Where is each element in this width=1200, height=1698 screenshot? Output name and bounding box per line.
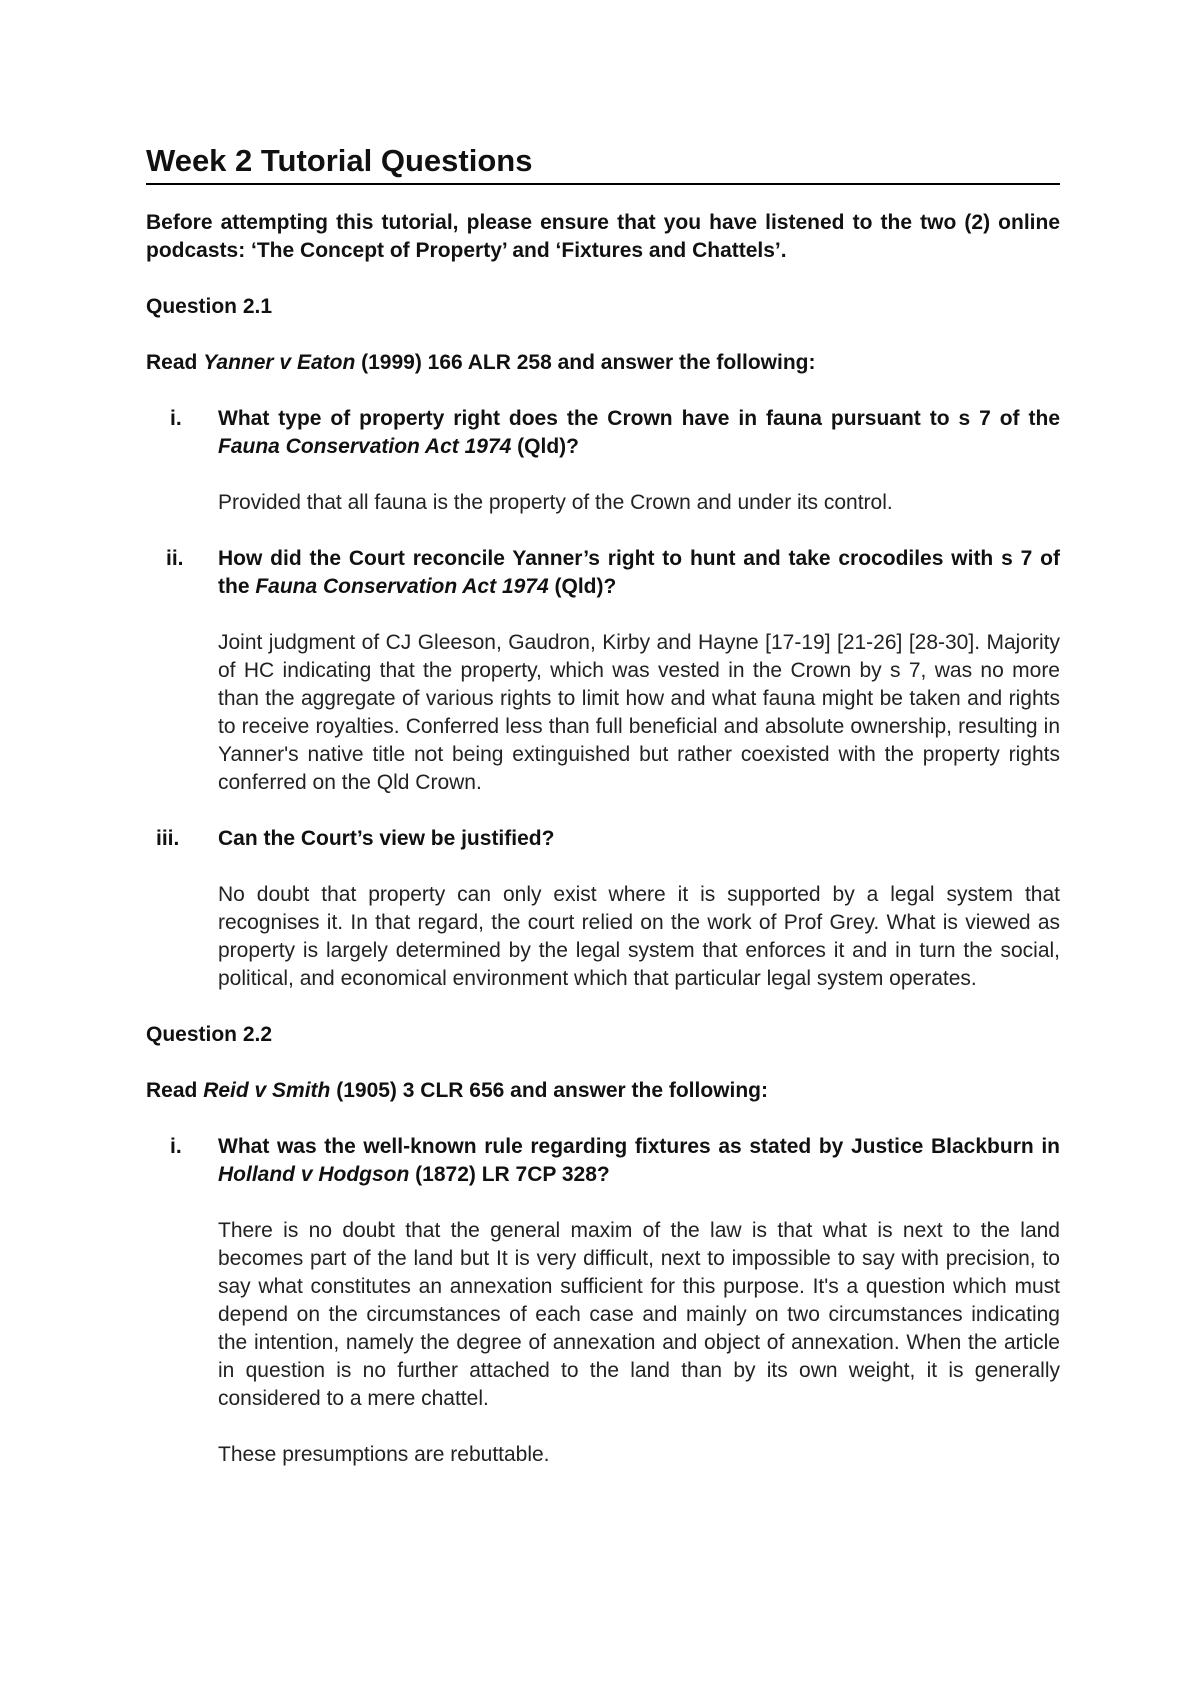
question-text-end: (Qld)? bbox=[548, 575, 617, 598]
item-question bbox=[218, 545, 1060, 601]
question-2-2-item-i bbox=[146, 1133, 1060, 1469]
item-number: i. bbox=[170, 1135, 182, 1158]
item-answer: Provided that all fauna is the property of the Crown and under its control. bbox=[218, 491, 893, 514]
item-answer: There is no doubt that the general maxim of the law is that what is next to the land becomes part of the land but It is very difficult, next to impossible to say with precision, to say what constitutes an annexation sufficient for this purpose. It's a question which must depend on the circumstances of each case and mainly on two circumstances indicating the intention, namely the degree of annexation and object of annexation. When the article in question is no further attached to the land than by its own weight, it is generally considered to a mere chattel. bbox=[218, 1219, 1060, 1410]
item-number: ii. bbox=[166, 547, 184, 570]
instruction-prefix: Read bbox=[146, 351, 204, 374]
case-name: Holland v Hodgson bbox=[218, 1163, 410, 1186]
question-text-end: (Qld)? bbox=[511, 435, 579, 458]
item-question bbox=[218, 1133, 1060, 1189]
question-text: How did the Court reconcile Yanner’s right to hunt and take crocodiles with s 7 of the bbox=[218, 547, 1060, 598]
item-number: iii. bbox=[156, 827, 180, 850]
item-answer-note: These presumptions are rebuttable. bbox=[218, 1443, 550, 1466]
item-number: i. bbox=[170, 407, 182, 430]
case-name: Yanner v Eaton bbox=[203, 351, 356, 374]
item-answer: Joint judgment of CJ Gleeson, Gaudron, Kirby and Hayne [17-19] [21-26] [28-30]. Majority of HC indicating that the property, which was vested in the Crown by s 7, was no more than the aggregate of various rights to limit how and what fauna might be taken and rights to receive royalties. Conferred less than full beneficial and absolute ownership, resulting in Yanner's native title not being extinguished but rather coexisted with the property rights conferred on the Qld Crown. bbox=[218, 631, 1060, 794]
question-2-1-item-iii bbox=[146, 825, 1060, 993]
question-2-2-instruction bbox=[146, 1077, 1060, 1105]
question-2-1-instruction bbox=[146, 349, 1060, 377]
instruction-prefix: Read bbox=[146, 1079, 204, 1102]
question-2-1-item-i bbox=[146, 405, 1060, 517]
question-2-1-heading: Question 2.1 bbox=[146, 295, 273, 318]
item-question bbox=[218, 405, 1060, 461]
page-title: Week 2 Tutorial Questions bbox=[146, 142, 1060, 185]
instruction-suffix: (1905) 3 CLR 656 and answer the following: bbox=[330, 1079, 768, 1102]
case-name: Reid v Smith bbox=[203, 1079, 331, 1102]
item-answer: No doubt that property can only exist where it is supported by a legal system that recognises it. In that regard, the court relied on the work of Prof Grey. What is viewed as property is largely determined by the legal system that enforces it and in turn the social, political, and economical environment which that particular legal system operates. bbox=[218, 883, 1060, 990]
question-2-1-item-ii bbox=[146, 545, 1060, 797]
document-page bbox=[146, 142, 1060, 1469]
question-text-end: (1872) LR 7CP 328? bbox=[409, 1163, 610, 1186]
question-2-2-heading: Question 2.2 bbox=[146, 1023, 273, 1046]
question-text: What was the well-known rule regarding fixtures as stated by Justice Blackburn in bbox=[218, 1135, 1060, 1158]
act-name: Fauna Conservation Act 1974 bbox=[255, 575, 549, 598]
instruction-suffix: (1999) 166 ALR 258 and answer the following: bbox=[355, 351, 816, 374]
question-text: What type of property right does the Crown have in fauna pursuant to s 7 of the bbox=[218, 407, 1060, 430]
intro-text: Before attempting this tutorial, please ensure that you have listened to the two (2) online podcasts: ‘The Concept of Property’ and ‘Fixtures and Chattels’. bbox=[146, 211, 1060, 262]
item-question: Can the Court’s view be justified? bbox=[218, 827, 555, 850]
act-name: Fauna Conservation Act 1974 bbox=[218, 435, 512, 458]
